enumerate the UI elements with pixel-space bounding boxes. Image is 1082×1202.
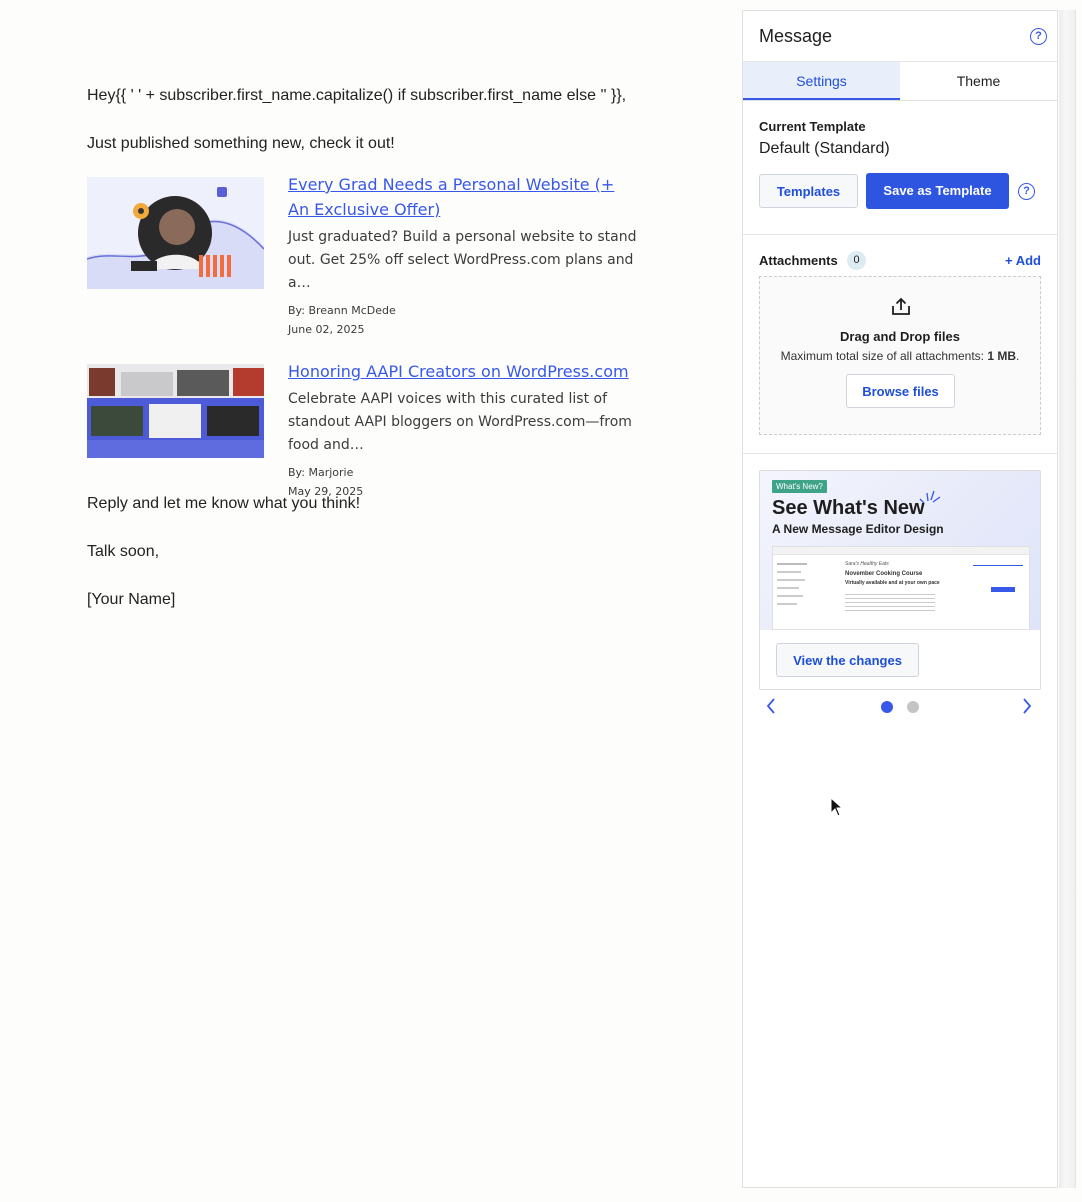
post-2-title-link[interactable]: Honoring AAPI Creators on WordPress.com — [288, 362, 629, 381]
help-icon[interactable]: ? — [1030, 28, 1047, 45]
message-panel — [742, 10, 1058, 1188]
chevron-left-icon[interactable] — [765, 696, 777, 720]
email-body — [87, 84, 642, 612]
post-2-author: By: Marjorie — [288, 466, 354, 479]
add-attachment-link[interactable]: + Add — [1005, 253, 1041, 268]
template-section — [743, 101, 1057, 235]
view-changes-button[interactable]: View the changes — [776, 643, 919, 677]
post-item — [87, 177, 642, 364]
whats-new-banner — [760, 471, 1041, 630]
browse-files-button[interactable]: Browse files — [846, 374, 955, 408]
greeting-text: Hey{{ ' ' + subscriber.first_name.capitalize() if subscriber.first_name else '' }}, — [87, 87, 627, 104]
carousel-nav — [759, 696, 1041, 716]
whats-new-section — [743, 454, 1057, 754]
max-size-value: 1 MB — [987, 349, 1017, 363]
post-1-thumbnail[interactable] — [87, 177, 264, 289]
post-1-date: June 02, 2025 — [288, 323, 365, 336]
editor-preview-image — [772, 546, 1030, 630]
post-item — [87, 364, 642, 514]
whats-new-heading: See What's New — [772, 497, 925, 519]
carousel-dot-1[interactable] — [881, 701, 893, 713]
templates-button[interactable]: Templates — [759, 174, 858, 208]
sender-name: [Your Name] — [87, 591, 176, 608]
intro-text: Just published something new, check it out! — [87, 135, 395, 152]
attachments-label: Attachments — [759, 253, 838, 268]
whats-new-card — [759, 470, 1041, 690]
post-2-thumbnail-image — [87, 364, 264, 458]
attachments-count-badge: 0 — [847, 251, 866, 270]
upload-icon — [891, 297, 911, 316]
mouse-cursor-icon — [830, 797, 844, 817]
whats-new-badge: What's New? — [772, 480, 827, 493]
whats-new-subheading: A New Message Editor Design — [772, 522, 944, 536]
tab-settings[interactable]: Settings — [743, 62, 900, 100]
template-help-icon[interactable]: ? — [1018, 183, 1035, 200]
chevron-right-icon[interactable] — [1021, 696, 1033, 720]
panel-scroll-gutter — [1059, 10, 1076, 1188]
mini-brand: Sara's Healthy Eats — [845, 561, 889, 567]
tab-theme[interactable]: Theme — [956, 73, 1001, 89]
panel-title: Message — [759, 26, 833, 46]
carousel-dot-2[interactable] — [907, 701, 919, 713]
post-1-excerpt: Just graduated? Build a personal website to stand out. Get 25% off select WordPress.com plans and a… — [288, 229, 637, 291]
file-dropzone[interactable] — [759, 276, 1041, 435]
save-as-template-button[interactable]: Save as Template — [866, 173, 1009, 209]
post-2-thumbnail[interactable] — [87, 364, 264, 458]
signoff-text: Talk soon, — [87, 543, 160, 560]
dropzone-subtext: Maximum total size of all attachments: 1 MB. — [780, 349, 1020, 363]
outro-text: Reply and let me know what you think! — [87, 495, 361, 512]
dropzone-title: Drag and Drop files — [840, 329, 960, 344]
post-2-date: May 29, 2025 — [288, 485, 364, 498]
post-1-thumbnail-image — [87, 177, 264, 289]
mini-course-title: November Cooking Course — [845, 571, 923, 577]
current-template-value: Default (Standard) — [759, 140, 890, 157]
panel-header — [743, 11, 1057, 62]
attachments-section — [743, 235, 1057, 454]
mini-course-sub: Virtually available and at your own pace — [845, 580, 940, 586]
current-template-label: Current Template — [759, 119, 866, 134]
post-1-title-link[interactable]: Every Grad Needs a Personal Website (+ An Exclusive Offer) — [288, 175, 615, 219]
panel-tabs — [743, 62, 1057, 101]
post-2-excerpt: Celebrate AAPI voices with this curated list of standout AAPI bloggers on WordPress.com—from food and… — [288, 391, 632, 453]
post-1-author: By: Breann McDede — [288, 304, 396, 317]
